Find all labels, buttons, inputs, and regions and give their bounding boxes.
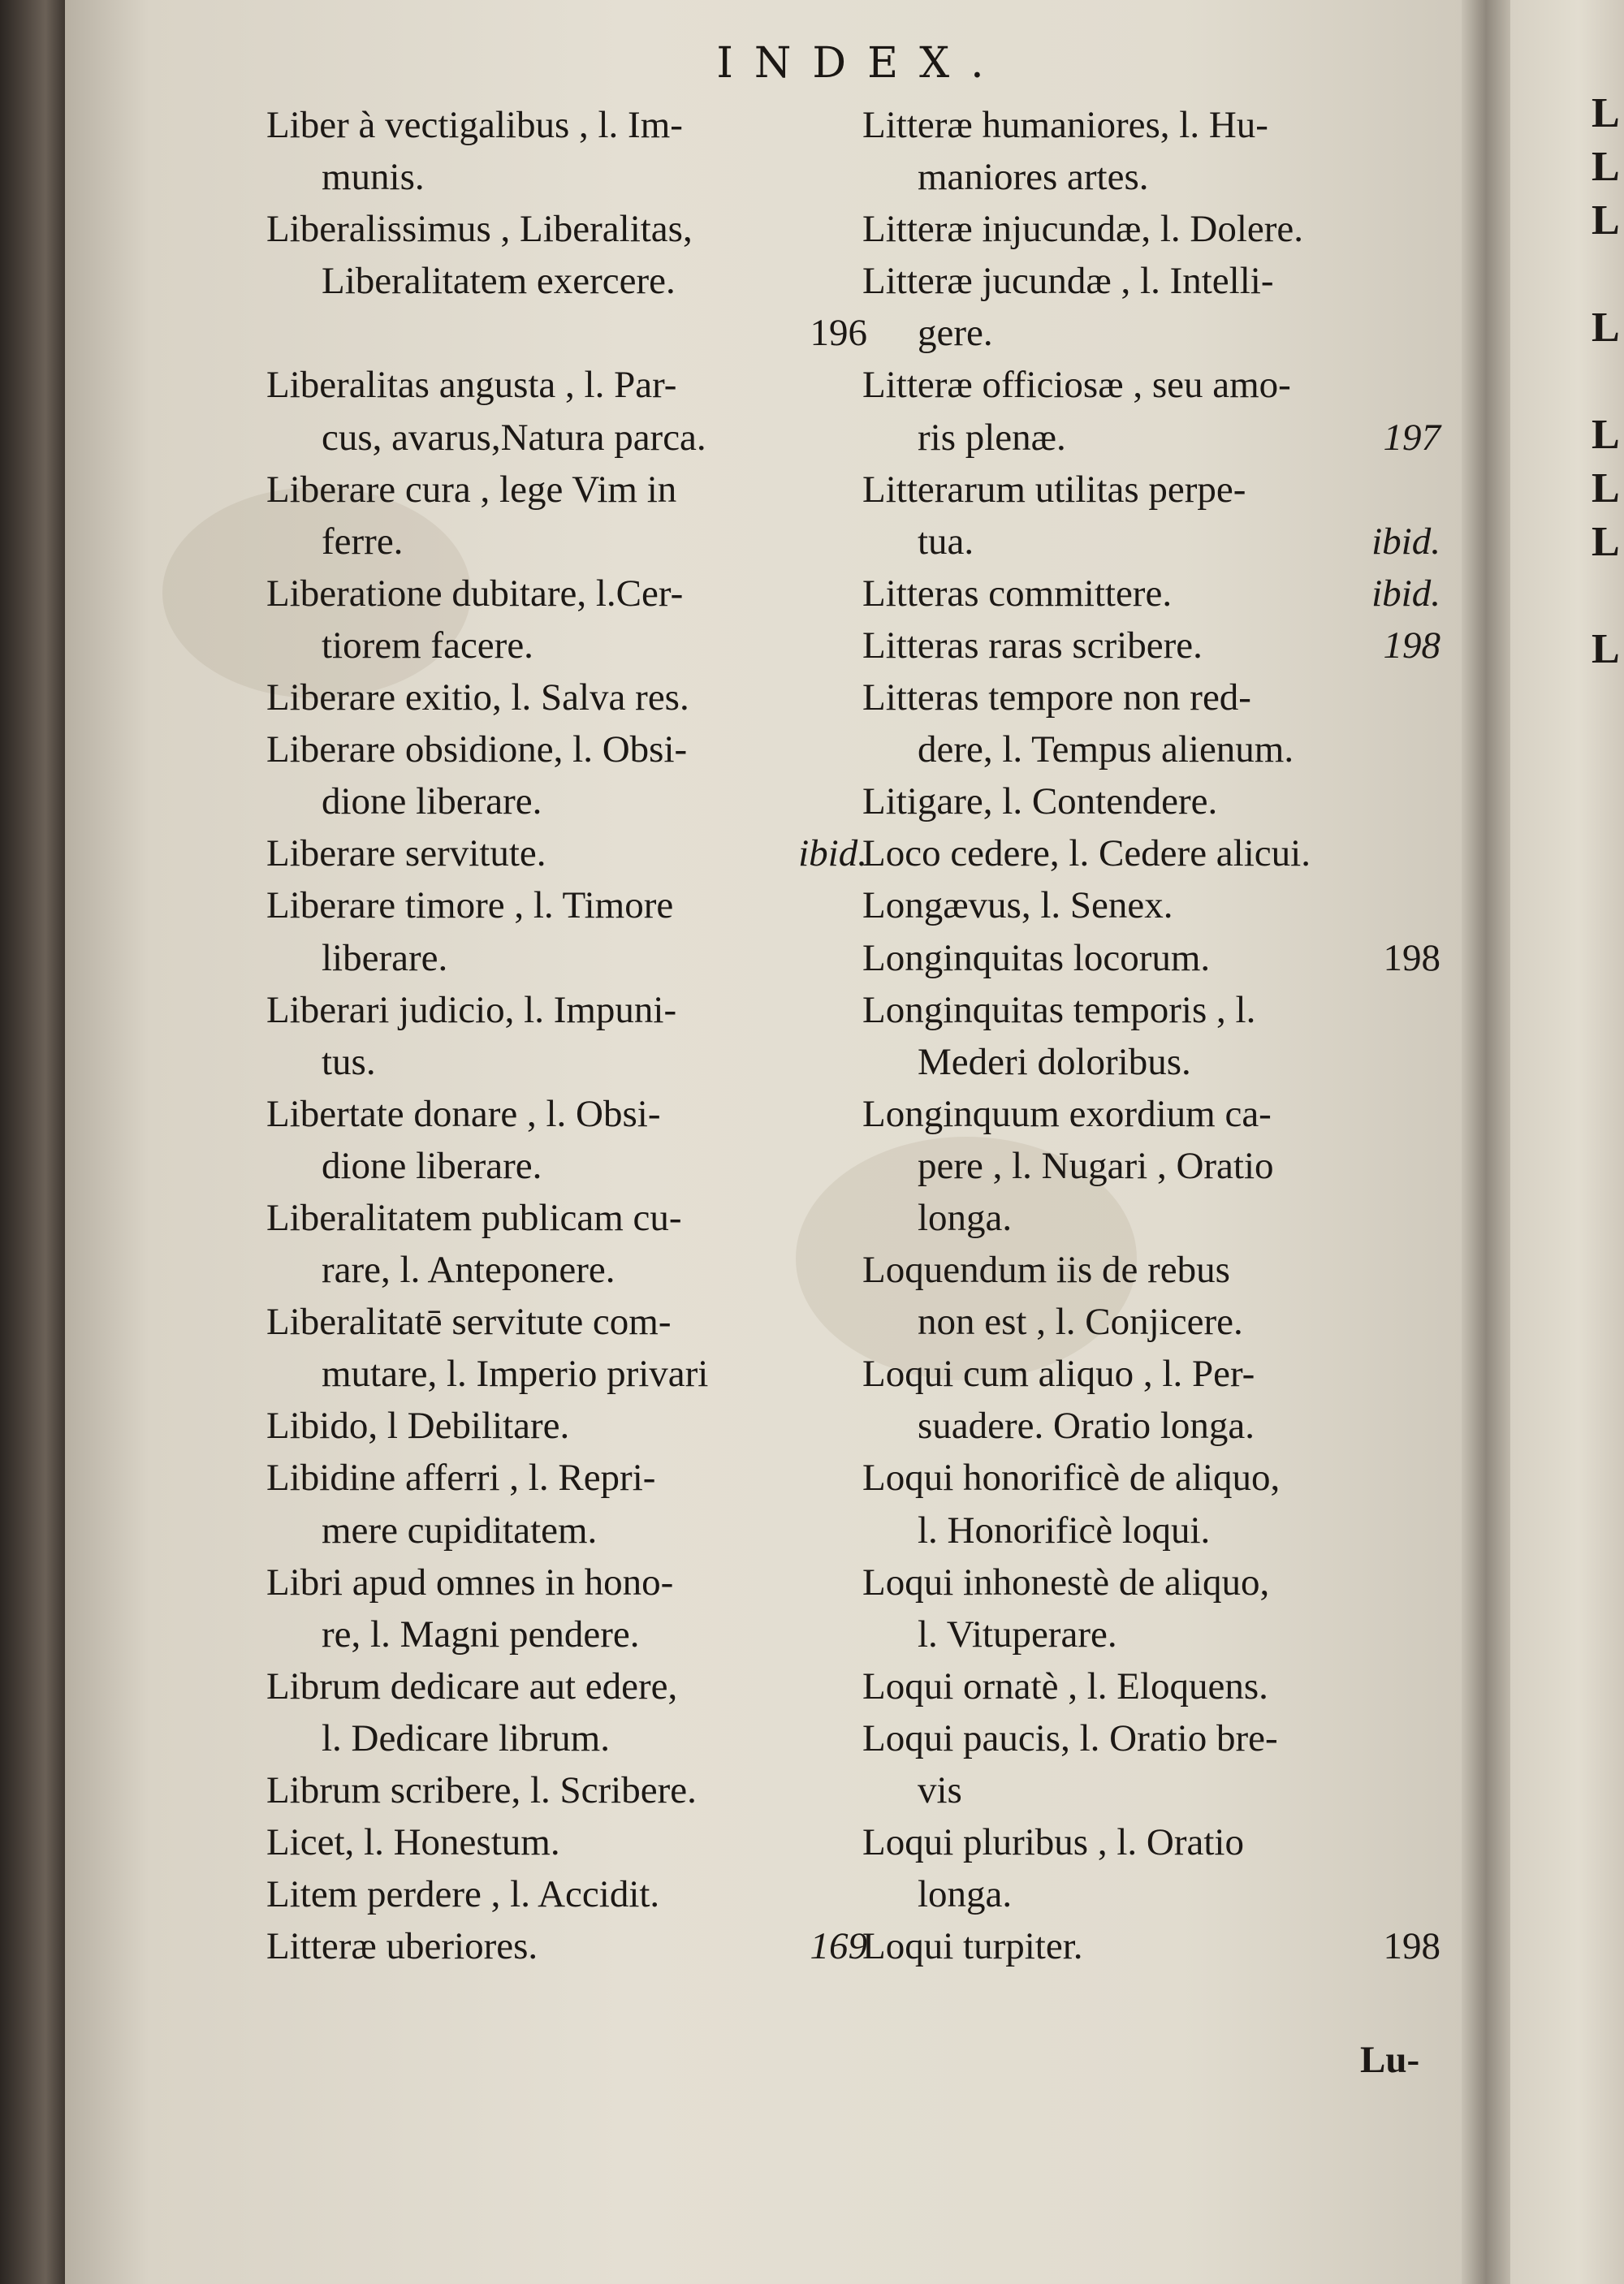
index-entry-text: l. Honorificè loqui.	[918, 1509, 1211, 1552]
index-entry-text: liberare.	[322, 936, 448, 979]
page-title: INDEX.	[716, 39, 1005, 88]
index-entry-line	[266, 671, 867, 723]
index-entry-text: Libido, l Debilitare.	[266, 1405, 570, 1448]
index-page-ref: 198	[1383, 624, 1440, 667]
index-entry-line	[862, 1505, 1440, 1556]
index-page-ref: 197	[1383, 416, 1440, 459]
index-entry-line	[862, 879, 1440, 931]
index-entry-line	[862, 307, 1440, 359]
book-spine	[0, 0, 65, 2284]
index-entry-line	[862, 1712, 1440, 1764]
index-entry-text: Longinquum exordium ca-	[862, 1092, 1272, 1135]
index-entry-text: Librum dedicare aut edere,	[266, 1664, 678, 1708]
index-entry-text: maniores artes.	[918, 156, 1149, 199]
index-entry-line	[862, 932, 1440, 984]
facing-page-letter	[1592, 250, 1620, 304]
index-entry-text: l. Vituperare.	[918, 1613, 1117, 1656]
index-entry-line	[862, 1088, 1440, 1140]
index-entry-line	[266, 723, 867, 775]
index-entry-line	[862, 1452, 1440, 1504]
index-entry-line	[266, 1868, 867, 1920]
index-entry-text: longa.	[918, 1196, 1013, 1239]
index-entry-line	[266, 1556, 867, 1608]
index-column-right	[862, 99, 1440, 1972]
index-entry-text: Liberare exitio, l. Salva res.	[266, 676, 689, 719]
index-entry-text: Litteras raras scribere.	[862, 624, 1203, 667]
index-entry-line	[862, 1920, 1440, 1972]
index-page-ref: 169	[810, 1925, 867, 1968]
index-entry-text: rare, l. Anteponere.	[322, 1249, 615, 1292]
index-entry-text: non est , l. Conjicere.	[918, 1301, 1243, 1344]
index-entry-text: munis.	[322, 156, 425, 199]
index-entry-line	[266, 1660, 867, 1712]
index-entry-line	[862, 203, 1440, 255]
index-entry-line	[862, 412, 1440, 464]
index-entry-text: Liberare timore , l. Timore	[266, 884, 674, 927]
index-entry-text: Liberalitatē servitute com-	[266, 1301, 672, 1344]
index-entry-line	[266, 568, 867, 620]
index-entry-line	[266, 1036, 867, 1088]
index-entry-line	[266, 151, 867, 203]
catchword: Lu-	[1360, 2039, 1420, 2081]
index-entry-text: Litteras committere.	[862, 572, 1173, 615]
index-entry-line	[266, 1712, 867, 1764]
index-entry-text: Loqui inhonestè de aliquo,	[862, 1561, 1270, 1604]
index-entry-line	[266, 464, 867, 516]
index-entry-text: tiorem facere.	[322, 624, 533, 667]
index-entry-line	[862, 1608, 1440, 1660]
facing-page-letter: L	[1592, 626, 1620, 672]
index-entry-line	[862, 1140, 1440, 1192]
index-entry-text: Litteræ humaniores, l. Hu-	[862, 104, 1268, 146]
index-entry-text: Liberalitatem publicam cu-	[266, 1196, 682, 1239]
index-entry-line	[862, 1816, 1440, 1868]
index-entry-line	[266, 1192, 867, 1244]
facing-page-letter	[1592, 357, 1620, 411]
index-entry-line	[862, 775, 1440, 827]
index-entry-line	[266, 932, 867, 984]
index-entry-line	[862, 464, 1440, 516]
index-entry-line	[266, 99, 867, 151]
index-entry-line	[862, 671, 1440, 723]
index-entry-line	[862, 1244, 1440, 1296]
index-entry-line	[266, 1140, 867, 1192]
index-page-ref: ibid.	[1371, 520, 1440, 563]
index-entry-line	[266, 1296, 867, 1348]
index-page-ref: 198	[1383, 1925, 1440, 1968]
index-entry-line	[266, 255, 867, 307]
index-entry-line	[266, 307, 867, 359]
index-entry-text: longa.	[918, 1873, 1013, 1916]
index-entry-line	[862, 1868, 1440, 1920]
index-entry-text: Libertate donare , l. Obsi-	[266, 1092, 661, 1135]
index-entry-text: Libidine afferri , l. Repri-	[266, 1457, 656, 1500]
index-entry-line	[862, 827, 1440, 879]
index-entry-text: tus.	[322, 1040, 376, 1083]
index-page-ref: ibid.	[798, 832, 867, 875]
index-entry-text: mere cupiditatem.	[322, 1509, 598, 1552]
index-entry-text: Liber à vectigalibus , l. Im-	[266, 104, 683, 146]
facing-page-letter: L	[1592, 304, 1620, 351]
index-entry-line	[862, 568, 1440, 620]
index-entry-line	[266, 412, 867, 464]
index-entry-text: Loqui paucis, l. Oratio bre-	[862, 1716, 1278, 1759]
index-entry-text: dione liberare.	[322, 1144, 542, 1187]
index-entry-text: Loqui honorificè de aliquo,	[862, 1457, 1281, 1500]
index-page-ref: 198	[1383, 936, 1440, 979]
index-entry-text: Liberalissimus , Liberalitas,	[266, 208, 693, 251]
index-entry-line	[862, 1556, 1440, 1608]
index-entry-line	[862, 1296, 1440, 1348]
index-entry-text: Liberalitas angusta , l. Par-	[266, 364, 677, 407]
index-entry-text: Liberalitatem exercere.	[322, 260, 676, 303]
index-entry-line	[266, 1608, 867, 1660]
index-entry-line	[862, 620, 1440, 671]
index-entry-line	[266, 1400, 867, 1452]
index-entry-line	[266, 1764, 867, 1816]
index-entry-line	[862, 1764, 1440, 1816]
facing-page-letter: L	[1592, 465, 1620, 512]
facing-page-letter: L	[1592, 90, 1620, 136]
index-entry-text: pere , l. Nugari , Oratio	[918, 1144, 1274, 1187]
index-column-left	[266, 99, 867, 1972]
index-entry-line	[862, 151, 1440, 203]
index-entry-text: Longinquitas temporis , l.	[862, 988, 1256, 1031]
index-entry-text: dere, l. Tempus alienum.	[918, 728, 1294, 771]
facing-page-letter: L	[1592, 412, 1620, 458]
index-entry-text: Liberatione dubitare, l.Cer-	[266, 572, 684, 615]
index-entry-text: Longævus, l. Senex.	[862, 884, 1173, 927]
index-page-ref: ibid.	[1371, 572, 1440, 615]
index-entry-line	[266, 775, 867, 827]
index-entry-text: Liberari judicio, l. Impuni-	[266, 988, 677, 1031]
index-entry-line	[266, 203, 867, 255]
facing-page-text	[1592, 89, 1620, 679]
page-gutter	[1462, 0, 1510, 2284]
index-entry-line	[266, 827, 867, 879]
index-entry-text: dione liberare.	[322, 780, 542, 823]
index-entry-line	[266, 516, 867, 568]
index-entry-line	[266, 1920, 867, 1972]
facing-page-letter: L	[1592, 197, 1620, 244]
index-entry-text: re, l. Magni pendere.	[322, 1613, 640, 1656]
facing-page-letter: L	[1592, 144, 1620, 190]
index-entry-text: vis	[918, 1769, 962, 1811]
index-entry-line	[266, 1244, 867, 1296]
index-entry-line	[862, 1192, 1440, 1244]
index-entry-line	[266, 1088, 867, 1140]
index-entry-line	[862, 1348, 1440, 1400]
index-page-ref: 196	[810, 312, 867, 355]
index-entry-line	[862, 1036, 1440, 1088]
index-entry-text: gere.	[918, 312, 993, 355]
index-entry-line	[862, 984, 1440, 1036]
index-entry-text: mutare, l. Imperio privari	[322, 1353, 709, 1396]
index-entry-text: ris plenæ.	[918, 416, 1066, 459]
index-entry-text: Loqui pluribus , l. Oratio	[862, 1821, 1244, 1864]
index-entry-text: Libri apud omnes in hono-	[266, 1561, 674, 1604]
facing-page	[1510, 0, 1624, 2284]
index-entry-text: Litteras tempore non red-	[862, 676, 1251, 719]
index-entry-line	[266, 879, 867, 931]
index-entry-line	[862, 255, 1440, 307]
index-entry-line	[266, 359, 867, 411]
index-entry-line	[862, 516, 1440, 568]
index-entry-text: Licet, l. Honestum.	[266, 1821, 560, 1864]
index-entry-text: Litteræ injucundæ, l. Dolere.	[862, 208, 1304, 251]
index-entry-text: Loco cedere, l. Cedere alicui.	[862, 832, 1311, 875]
index-entry-text: Liberare obsidione, l. Obsi-	[266, 728, 688, 771]
index-entry-line	[266, 1452, 867, 1504]
index-entry-text: l. Dedicare librum.	[322, 1716, 610, 1759]
index-entry-line	[862, 1400, 1440, 1452]
index-entry-line	[862, 99, 1440, 151]
index-entry-line	[266, 984, 867, 1036]
index-entry-text: Mederi doloribus.	[918, 1040, 1191, 1083]
index-entry-text: Liberare servitute.	[266, 832, 546, 875]
facing-page-letter: L	[1592, 519, 1620, 565]
index-entry-text: Loquendum iis de rebus	[862, 1249, 1230, 1292]
index-entry-text: Litigare, l. Contendere.	[862, 780, 1218, 823]
index-entry-text: Litteræ officiosæ , seu amo-	[862, 364, 1291, 407]
index-entry-text: cus, avarus,Natura parca.	[322, 416, 706, 459]
index-entry-text: Loqui turpiter.	[862, 1925, 1083, 1968]
index-entry-text: Librum scribere, l. Scribere.	[266, 1769, 697, 1811]
index-entry-text: Litterarum utilitas perpe-	[862, 468, 1246, 511]
facing-page-letter	[1592, 572, 1620, 625]
index-entry-text: Liberare cura , lege Vim in	[266, 468, 677, 511]
index-entry-text: Loqui cum aliquo , l. Per-	[862, 1353, 1255, 1396]
index-entry-line	[266, 1816, 867, 1868]
index-entry-text: Litteræ jucundæ , l. Intelli-	[862, 260, 1274, 303]
index-entry-text: Litteræ uberiores.	[266, 1925, 538, 1968]
index-entry-line	[266, 620, 867, 671]
index-entry-text: tua.	[918, 520, 974, 563]
index-entry-line	[266, 1348, 867, 1400]
index-entry-text: ferre.	[322, 520, 404, 563]
index-entry-text: Loqui ornatè , l. Eloquens.	[862, 1664, 1268, 1708]
index-entry-text: Longinquitas locorum.	[862, 936, 1211, 979]
index-entry-text: suadere. Oratio longa.	[918, 1405, 1255, 1448]
index-entry-line	[266, 1505, 867, 1556]
index-entry-text: Litem perdere , l. Accidit.	[266, 1873, 660, 1916]
index-entry-line	[862, 723, 1440, 775]
index-entry-line	[862, 1660, 1440, 1712]
index-entry-line	[862, 359, 1440, 411]
